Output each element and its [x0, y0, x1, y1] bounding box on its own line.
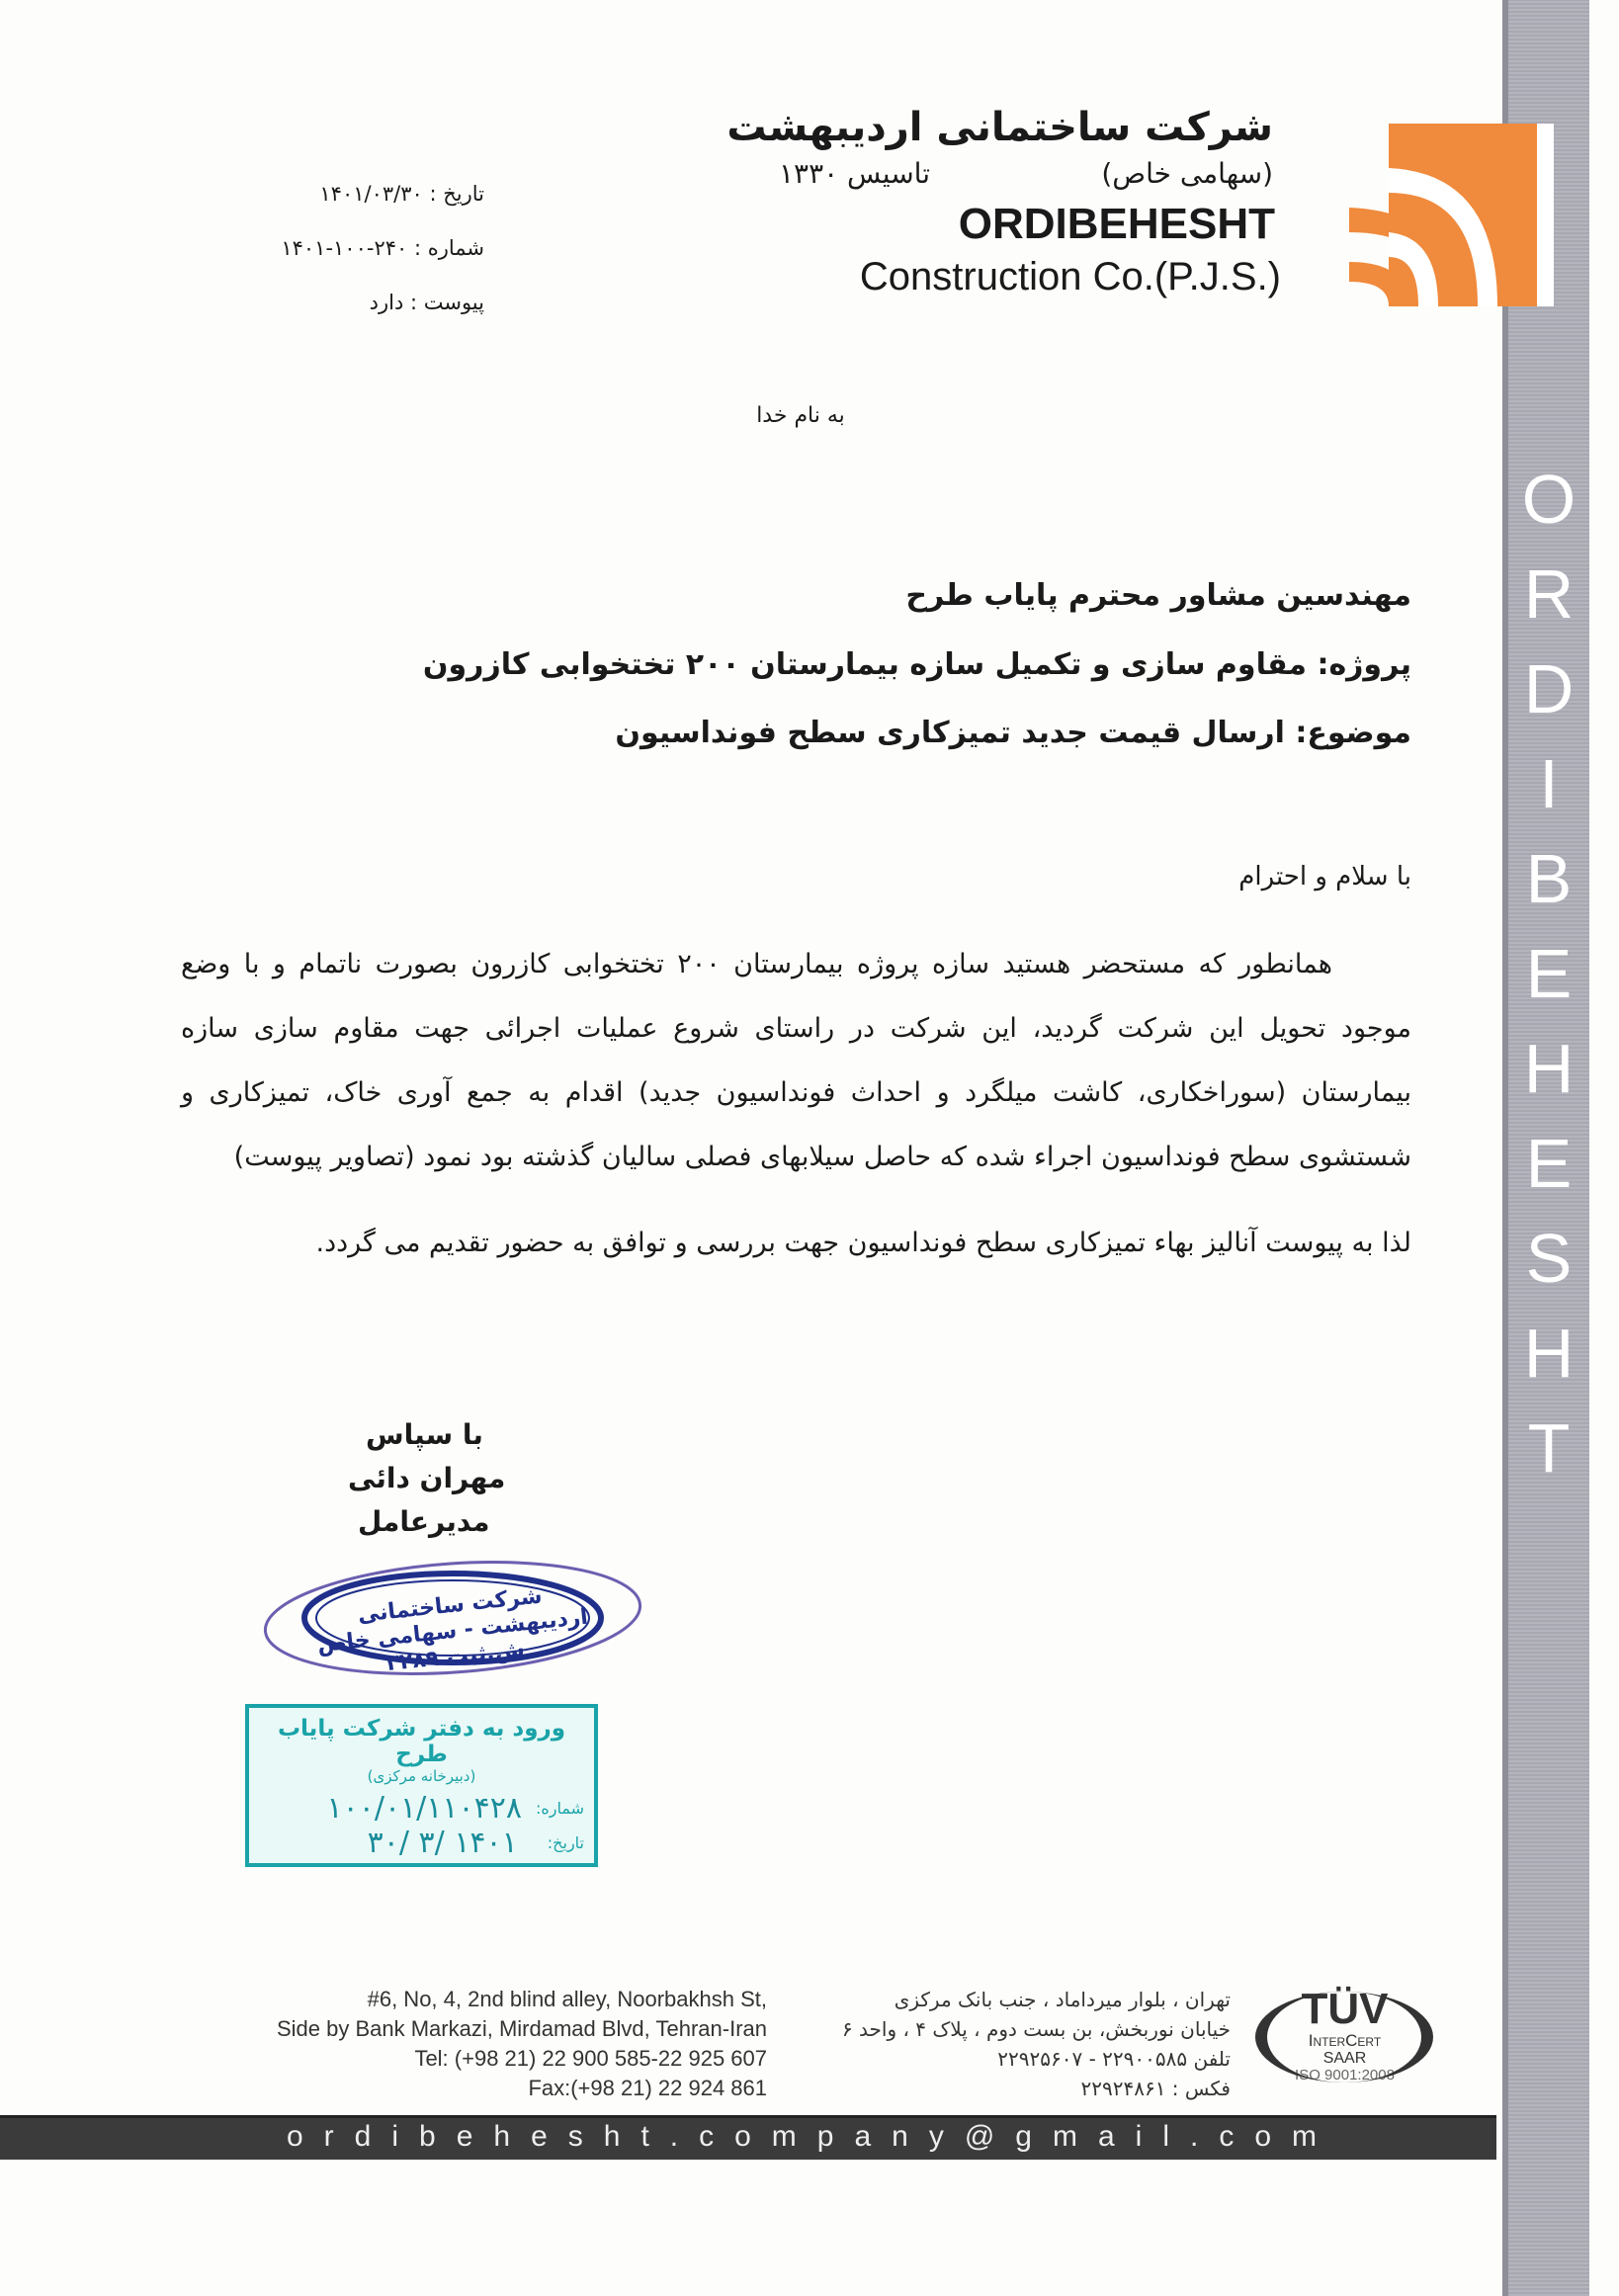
- founded: تاسیس ۱۳۳۰: [779, 157, 930, 190]
- cert-iso: ISO 9001:2008: [1295, 2067, 1395, 2083]
- body-paragraph: همانطور که مستحضر هستید سازه پروژه بیمارستان ۲۰۰ تختخوابی کازرون بصورت ناتمام و با وضع موجود تحویل این شرکت گردید، این شرکت در راستای شروع عملیات اجرائی جهت مقاوم سازی سازه بیمارستان (سوراخکاری، کاشت میلگرد و احداث فونداسیون جدید) اقدام به جمع آوری خاک، تمیزکاری و شستشوی سطح فونداسیون اجراء شده که حاصل سیلابهای فصلی سالیان گذشته بود نمود (تصاویر پیوست): [181, 949, 1411, 1172]
- strip-letter: R: [1523, 555, 1575, 633]
- company-type: (سهامی خاص): [1101, 157, 1273, 190]
- greeting: با سلام و احترام: [1238, 862, 1411, 892]
- company-logo: [1349, 124, 1554, 306]
- phone: تلفن ۲۲۹۰۰۵۸۵ - ۲۲۹۲۵۶۰۷: [997, 2047, 1231, 2071]
- receipt-stamp: [245, 1704, 598, 1867]
- receipt-number: ۱۰۰/۰۱/۱۱۰۴۲۸: [326, 1791, 522, 1826]
- strip-letter: B: [1525, 840, 1573, 917]
- project-line: پروژه: مقاوم سازی و تکمیل سازه بیمارستان ۲۰۰ تختخوابی کازرون: [422, 647, 1411, 682]
- letter-attachment: پیوست : دارد: [369, 291, 484, 314]
- address-line: #6, No, 4, 2nd blind alley, Noorbakhsh St,: [367, 1987, 767, 2011]
- strip-letter: I: [1539, 745, 1559, 822]
- basmala: به نام خدا: [756, 403, 845, 428]
- company-stamp-text: شرکت ساختمانی اردیبهشت - سهامی خاص ش.ثبت ۳۲۸۹: [315, 1583, 590, 1677]
- strip-letter: E: [1525, 935, 1573, 1012]
- receipt-sub: (دبیرخانه مرکزی): [367, 1767, 476, 1785]
- phone: Tel: (+98 21) 22 900 585-22 925 607: [414, 2046, 767, 2071]
- address-line: Side by Bank Markazi, Mirdamad Blvd, Tehran-Iran: [276, 2016, 767, 2041]
- subject-line: موضوع: ارسال قیمت جدید تمیزکاری سطح فونداسیون: [615, 716, 1411, 750]
- company-name-fa: شرکت ساختمانی اردیبهشت: [726, 105, 1273, 150]
- letter-number: شماره : ۲۴۰-۱۰۰-۱۴۰۱: [281, 236, 484, 260]
- letter-body: [181, 932, 1411, 1275]
- fax: Fax:(+98 21) 22 924 861: [528, 2076, 767, 2100]
- company-name-en-sub: Construction Co.(P.J.S.): [859, 255, 1281, 298]
- addressee: مهندسین مشاور محترم پایاب طرح: [905, 578, 1411, 613]
- address-line: تهران ، بلوار میرداماد ، جنب بانک مرکزی: [894, 1988, 1231, 2011]
- strip-letter: D: [1523, 650, 1575, 727]
- cert-sub: SAAR: [1322, 2050, 1367, 2067]
- strip-letter: T: [1527, 1409, 1571, 1487]
- strip-letter: H: [1523, 1315, 1575, 1392]
- receipt-number-label: شماره:: [535, 1799, 584, 1818]
- fax: فکس : ۲۲۹۲۴۸۶۱: [1080, 2077, 1231, 2100]
- cert-brand: TÜV: [1301, 1985, 1389, 2033]
- receipt-date: ۱۴۰۱ /۳ /۳۰: [367, 1826, 518, 1860]
- footer-address-fa: [796, 1985, 1231, 2103]
- strip-letter: S: [1525, 1220, 1573, 1297]
- signer-title: مدیرعامل: [358, 1505, 490, 1538]
- receipt-title: ورود به دفتر شرکت پایاب طرح: [277, 1716, 566, 1767]
- side-strip-letters: [1508, 461, 1589, 1487]
- strip-letter: H: [1523, 1030, 1575, 1107]
- closing-line: لذا به پیوست آنالیز بهاء تمیزکاری سطح فونداسیون جهت بررسی و توافق به حضور تقدیم می گردد.: [315, 1228, 1411, 1258]
- strip-letter: E: [1525, 1125, 1573, 1202]
- footer-address-en: [277, 1985, 767, 2103]
- letter-date: تاریخ : ۱۴۰۱/۰۳/۳۰: [319, 182, 484, 206]
- thanks: با سپاس: [366, 1418, 483, 1451]
- receipt-date-label: تاریخ:: [547, 1833, 584, 1852]
- company-name-en: ORDIBEHESHT: [958, 200, 1275, 248]
- tuv-cert-logo: [1243, 1982, 1446, 2100]
- footer-email[interactable]: ordibehesht.company@gmail.com: [287, 2120, 1337, 2153]
- address-line: خیابان نوربخش، بن بست دوم ، پلاک ۴ ، واحد ۶: [841, 2017, 1231, 2041]
- company-subtitle: [779, 156, 1273, 192]
- strip-letter: O: [1521, 461, 1576, 538]
- signer-name: مهران دائی: [348, 1462, 506, 1494]
- cert-name: InterCert: [1308, 2031, 1382, 2050]
